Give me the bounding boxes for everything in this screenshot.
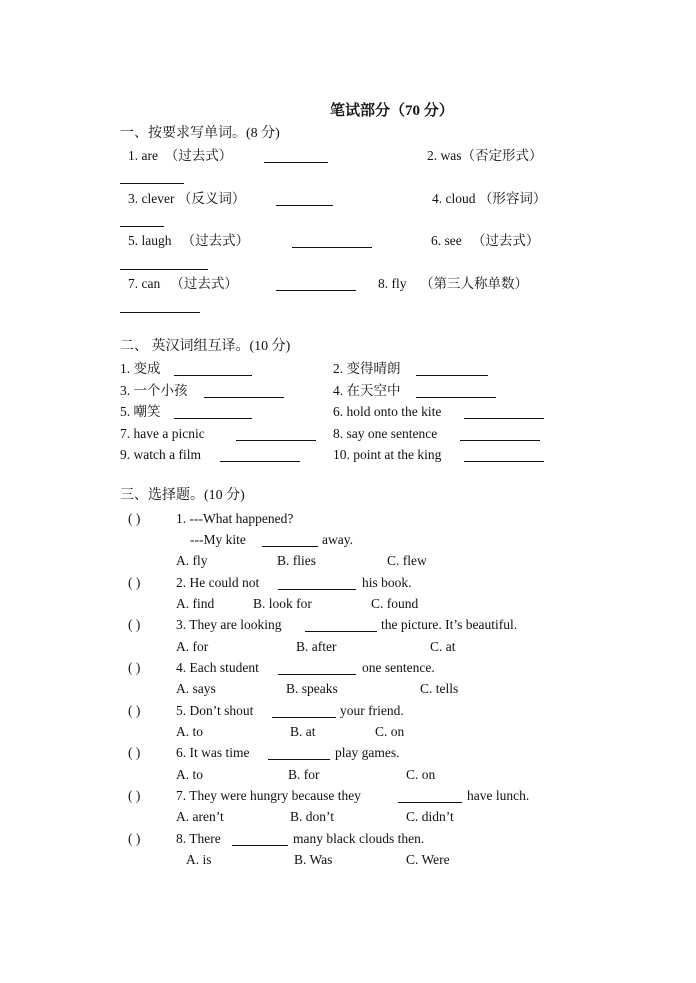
q2-option-c[interactable]: C. found [371,596,419,611]
q1-option-a[interactable]: A. fly [176,553,208,568]
q5-stem-b: your friend. [340,703,404,718]
q6-option-a[interactable]: A. to [176,767,203,782]
q2-option-a[interactable]: A. find [176,596,215,611]
q7-blank[interactable] [398,802,462,803]
s1-item-7: 7. can （过去式） [128,276,238,291]
section-2-heading: 二、 英汉词组互译。(10 分) [120,339,291,354]
q7-option-a[interactable]: A. aren’t [176,809,224,824]
s2-item-8: 8. say one sentence [333,426,438,441]
s1-item-1: 1. are （过去式） [128,148,233,163]
q3-blank[interactable] [305,631,377,632]
q4-option-b[interactable]: B. speaks [286,681,338,696]
q4-stem-b: one sentence. [362,660,435,675]
q6-option-c[interactable]: C. on [406,767,436,782]
s1-item-4-blank[interactable] [120,226,164,227]
q6-option-b[interactable]: B. for [288,767,320,782]
q4-blank[interactable] [278,674,356,675]
page-title: 笔试部分（70 分） [330,103,454,119]
q8-option-b[interactable]: B. Was [294,852,333,867]
q7-stem: 7. They were hungry because they [176,788,361,803]
s2-item-1: 1. 变成 [120,361,161,376]
q6-stem: 6. It was time [176,745,250,760]
q2-option-b[interactable]: B. look for [253,596,312,611]
q4-stem: 4. Each student [176,660,259,675]
s1-item-6-blank[interactable] [120,269,208,270]
s1-item-5: 5. laugh （过去式） [128,233,250,248]
s2-item-6-blank[interactable] [464,418,544,419]
s1-item-8: 8. fly （第三人称单数） [378,276,528,291]
s1-item-1-blank[interactable] [264,162,328,163]
q7-answer-paren[interactable]: ( ) [128,788,141,803]
q1-stem-2: ---My kite [190,532,246,547]
section-3-heading: 三、选择题。(10 分) [120,488,245,503]
s1-item-2: 2. was（否定形式） [427,148,543,163]
s2-item-5-blank[interactable] [174,418,252,419]
q2-stem-b: his book. [362,575,412,590]
s1-item-4: 4. cloud （形容词） [432,191,547,206]
q3-stem: 3. They are looking [176,617,282,632]
q7-option-c[interactable]: C. didn’t [406,809,454,824]
s1-item-3: 3. clever （反义词） [128,191,246,206]
q1-blank[interactable] [262,546,318,547]
q5-option-b[interactable]: B. at [290,724,316,739]
q5-answer-paren[interactable]: ( ) [128,703,141,718]
s1-item-5-blank[interactable] [292,247,372,248]
q8-blank[interactable] [232,845,288,846]
q8-stem: 8. There [176,831,221,846]
s1-item-8-blank[interactable] [120,312,200,313]
section-1-heading: 一、按要求写单词。(8 分) [120,126,280,141]
q8-option-c[interactable]: C. Were [406,852,450,867]
s1-item-2-blank[interactable] [120,183,184,184]
s2-item-4: 4. 在天空中 [333,383,401,398]
q6-answer-paren[interactable]: ( ) [128,745,141,760]
q7-stem-b: have lunch. [467,788,530,803]
s2-item-9-blank[interactable] [220,461,300,462]
q8-answer-paren[interactable]: ( ) [128,831,141,846]
q8-stem-b: many black clouds then. [293,831,425,846]
q6-stem-b: play games. [335,745,400,760]
q5-option-c[interactable]: C. on [375,724,405,739]
q2-answer-paren[interactable]: ( ) [128,575,141,590]
q5-option-a[interactable]: A. to [176,724,203,739]
q3-option-b[interactable]: B. after [296,639,337,654]
s2-item-7-blank[interactable] [236,440,316,441]
q2-stem: 2. He could not [176,575,260,590]
q3-answer-paren[interactable]: ( ) [128,617,141,632]
q2-blank[interactable] [278,589,356,590]
q5-blank[interactable] [272,717,336,718]
s2-item-2: 2. 变得晴朗 [333,361,401,376]
s2-item-6: 6. hold onto the kite [333,404,442,419]
s2-item-9: 9. watch a film [120,447,201,462]
q1-stem: 1. ---What happened? [176,511,294,526]
s2-item-5: 5. 嘲笑 [120,404,161,419]
q4-answer-paren[interactable]: ( ) [128,660,141,675]
s1-item-3-blank[interactable] [276,205,333,206]
s2-item-4-blank[interactable] [416,397,496,398]
q4-option-c[interactable]: C. tells [420,681,459,696]
q8-option-a[interactable]: A. is [186,852,212,867]
s1-item-7-blank[interactable] [276,290,356,291]
q1-option-b[interactable]: B. flies [277,553,316,568]
q1-answer-paren[interactable]: ( ) [128,511,141,526]
q1-option-c[interactable]: C. flew [387,553,427,568]
q4-option-a[interactable]: A. says [176,681,216,696]
s2-item-3-blank[interactable] [204,397,284,398]
s2-item-10: 10. point at the king [333,447,442,462]
s2-item-7: 7. have a picnic [120,426,205,441]
q3-stem-b: the picture. It’s beautiful. [381,617,518,632]
s2-item-1-blank[interactable] [174,375,252,376]
s2-item-8-blank[interactable] [460,440,540,441]
q3-option-c[interactable]: C. at [430,639,456,654]
q6-blank[interactable] [268,759,330,760]
q5-stem: 5. Don’t shout [176,703,254,718]
s2-item-3: 3. 一个小孩 [120,383,188,398]
q7-option-b[interactable]: B. don’t [290,809,335,824]
s2-item-10-blank[interactable] [464,461,544,462]
s2-item-2-blank[interactable] [416,375,488,376]
s1-item-6: 6. see （过去式） [431,233,540,248]
q3-option-a[interactable]: A. for [176,639,209,654]
q1-stem-2b: away. [322,532,353,547]
